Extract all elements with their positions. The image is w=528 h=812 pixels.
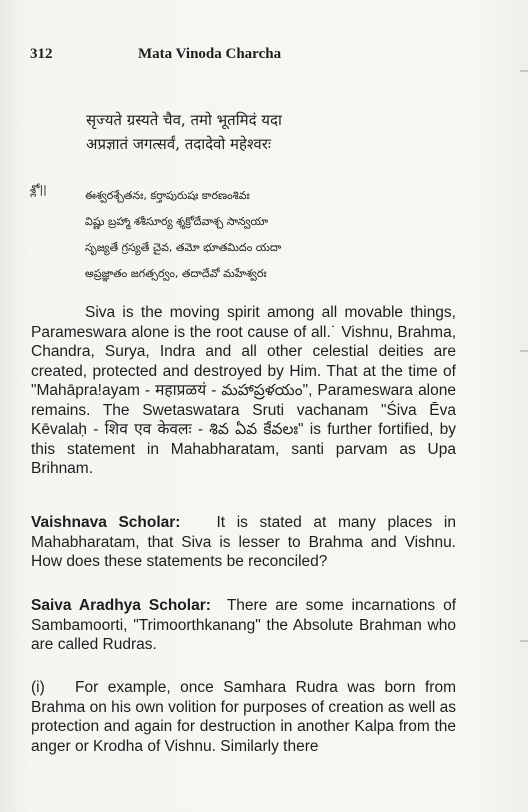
telugu-lines [85, 183, 281, 287]
list-number: (i) [31, 679, 45, 696]
running-title: Mata Vinoda Charcha [138, 46, 282, 62]
paragraph-text: There are some incarnations of Sambamoorti, "Trimoorthkanang" the Absolute Brahman who are called Rudras. [31, 597, 456, 653]
paragraph-text: For example, once Samhara Rudra was born from Brahma on his own volition for purposes of creation as well as protection and again for destruction in another Kalpa from the anger or Krodha of Vishnu. Similarly there [31, 679, 456, 755]
telugu-line: ఈశ్వరశ్చేతనః, కర్తాపురుషః కారణంశివః [85, 189, 250, 202]
paragraph-text: It is stated at many places in Mahabharatam, that Siva is lesser to Brahma and Vishnu. How does these statements be reconciled? [31, 514, 456, 570]
paragraph-saiva-answer [31, 596, 456, 655]
sloka-marker: శ్లో|| [30, 183, 47, 196]
paragraph-example-i [31, 678, 456, 756]
sanskrit-line: अप्रज्ञातं जगत्सर्वं, तदादेवो महेश्वरः [86, 135, 271, 153]
page-edge-mark [520, 350, 528, 352]
telugu-line: అప్రజ్ఞాతం జగత్సర్వం, తదాదేవో మహేశ్వరః [85, 267, 267, 280]
sanskrit-verse [86, 108, 282, 156]
telugu-line: సృజ్యతే గ్రస్యతే చైవ, తమో భూతమిదం యదా [85, 241, 282, 254]
page-edge-mark [520, 70, 528, 72]
page-number: 312 [30, 46, 53, 62]
sanskrit-line: सृज्यते ग्रस्यते चैव, तमो भूतमिदं यदा [86, 111, 282, 129]
paragraph-vaishnava-question [31, 513, 456, 572]
paragraph-siva-moving-spirit: Siva is the moving spirit among all movable things, Parameswara alone is the root cause of all.˙ Vishnu, Brahma, Chandra, Surya, Indra and all other celestial deities are created, protected and destroyed by Him. That at the time of "Mahāpra!ayam - महाप्रळयं - మహాప్రళయం", Parameswara alone remains. The Swetaswatara Sruti vachanam "Śiva Ēva Kēvalaḥ - शिव एव केवलः - శివ ఏవ కేవలః" is further fortified, by this statement in Mahabharatam, santi parvam as Upa Brihnam. [31, 304, 456, 477]
telugu-line: విష్ణు బ్రహ్మా శశీసూర్య శ్శక్రోదేవాశ్చ సాన్వయా [85, 215, 269, 228]
page-edge-mark [520, 640, 528, 642]
speaker-label: Vaishnava Scholar: [31, 514, 181, 531]
speaker-label: Saiva Aradhya Scholar: [31, 597, 211, 614]
